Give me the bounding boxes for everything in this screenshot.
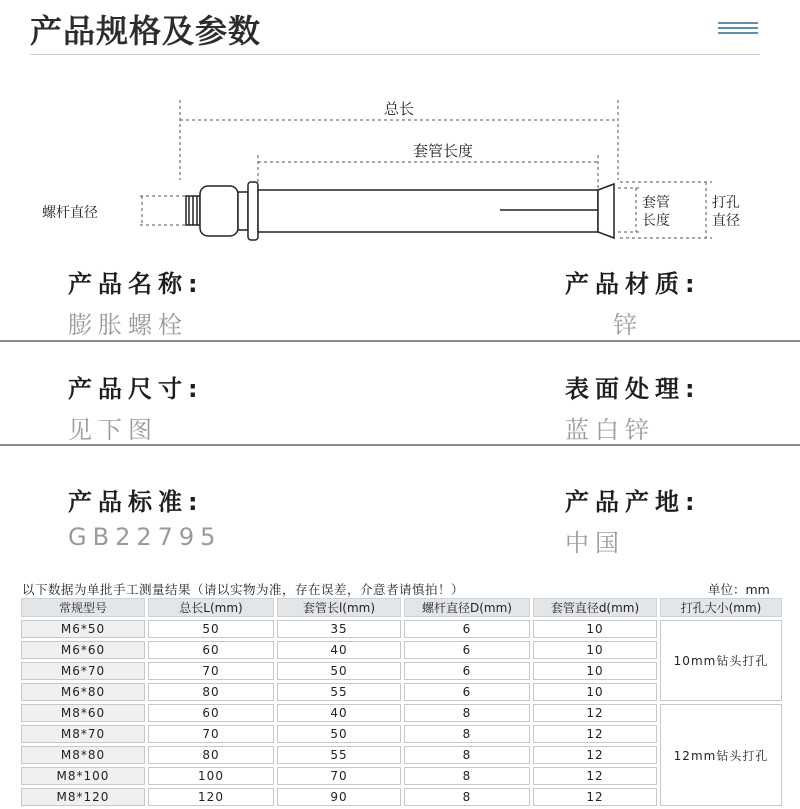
col-header: 总长L(mm) — [148, 598, 274, 617]
cell-model: M8*70 — [21, 725, 145, 743]
flange — [248, 182, 258, 240]
cell-bolt-diameter: 6 — [404, 662, 530, 680]
header-divider — [30, 54, 760, 55]
cell-sleeve-diameter: 12 — [533, 767, 657, 785]
cell-sleeve-length: 50 — [277, 662, 401, 680]
page-title: 产品规格及参数 — [30, 12, 262, 50]
cell-sleeve-length: 90 — [277, 788, 401, 806]
cell-model: M6*80 — [21, 683, 145, 701]
cell-model: M8*60 — [21, 704, 145, 722]
col-header: 套管直径d(mm) — [533, 598, 657, 617]
spec-origin — [565, 482, 701, 558]
table-header-row — [21, 598, 782, 617]
cell-drill-size: 10mm钻头打孔 — [660, 620, 782, 701]
washer — [238, 192, 248, 230]
spec-name — [68, 264, 204, 340]
cell-total-length: 80 — [148, 683, 274, 701]
cell-total-length: 60 — [148, 704, 274, 722]
cone — [598, 184, 614, 238]
cell-sleeve-length: 70 — [277, 767, 401, 785]
cell-total-length: 50 — [148, 620, 274, 638]
spec-material-value: 锌 — [613, 311, 643, 339]
sleeve — [258, 190, 598, 232]
cell-sleeve-diameter: 10 — [533, 620, 657, 638]
spec-name-label: 产品名称: — [68, 270, 204, 298]
cell-bolt-diameter: 8 — [404, 788, 530, 806]
cell-model: M6*60 — [21, 641, 145, 659]
cell-sleeve-diameter: 12 — [533, 704, 657, 722]
cell-bolt-diameter: 8 — [404, 704, 530, 722]
cell-sleeve-length: 50 — [277, 725, 401, 743]
bolt-diameter-label: 螺杆直径 — [42, 205, 98, 221]
menu-icon[interactable] — [718, 22, 758, 36]
cell-total-length: 70 — [148, 725, 274, 743]
cell-model: M8*120 — [21, 788, 145, 806]
cell-bolt-diameter: 6 — [404, 620, 530, 638]
cell-sleeve-diameter: 12 — [533, 725, 657, 743]
header — [0, 0, 800, 55]
spec-origin-label: 产品产地: — [565, 488, 701, 516]
col-header: 常规型号 — [21, 598, 145, 617]
drill-diameter-label-2: 直径 — [712, 213, 740, 229]
nut — [200, 186, 238, 236]
col-header: 打孔大小(mm) — [660, 598, 782, 617]
cell-bolt-diameter: 6 — [404, 683, 530, 701]
drill-diameter-label-1: 打孔 — [712, 195, 740, 211]
divider — [0, 444, 800, 446]
sleeve-diameter-label-2: 长度 — [642, 213, 670, 229]
spec-standard — [68, 482, 221, 551]
spec-size — [68, 369, 204, 445]
cell-total-length: 70 — [148, 662, 274, 680]
cell-bolt-diameter: 8 — [404, 767, 530, 785]
spec-name-value: 膨胀螺栓 — [68, 311, 188, 339]
cell-model: M6*70 — [21, 662, 145, 680]
table-row — [21, 620, 782, 638]
spec-table — [18, 595, 785, 809]
cell-sleeve-diameter: 10 — [533, 641, 657, 659]
cell-drill-size: 12mm钻头打孔 — [660, 704, 782, 806]
cell-sleeve-length: 55 — [277, 683, 401, 701]
spec-standard-label: 产品标准: — [68, 488, 204, 516]
spec-origin-value: 中国 — [565, 529, 625, 557]
cell-bolt-diameter: 8 — [404, 725, 530, 743]
spec-size-value: 见下图 — [68, 416, 158, 444]
col-header: 螺杆直径D(mm) — [404, 598, 530, 617]
cell-model: M8*100 — [21, 767, 145, 785]
total-length-label: 总长 — [383, 100, 415, 118]
cell-sleeve-diameter: 12 — [533, 746, 657, 764]
cell-total-length: 60 — [148, 641, 274, 659]
spec-surface-label: 表面处理: — [565, 375, 701, 403]
cell-sleeve-length: 55 — [277, 746, 401, 764]
spec-material — [565, 264, 701, 340]
cell-sleeve-diameter: 10 — [533, 683, 657, 701]
cell-total-length: 80 — [148, 746, 274, 764]
cell-model: M8*80 — [21, 746, 145, 764]
cell-model: M6*50 — [21, 620, 145, 638]
sleeve-length-label: 套管长度 — [412, 142, 474, 160]
cell-total-length: 100 — [148, 767, 274, 785]
spec-surface-value: 蓝白锌 — [565, 416, 655, 444]
cell-sleeve-length: 40 — [277, 641, 401, 659]
cell-sleeve-length: 40 — [277, 704, 401, 722]
spec-surface — [565, 369, 701, 445]
sleeve-diameter-label-1: 套管 — [642, 195, 670, 211]
spec-material-label: 产品材质: — [565, 270, 701, 298]
cell-sleeve-diameter: 12 — [533, 788, 657, 806]
cell-bolt-diameter: 8 — [404, 746, 530, 764]
table-note: 以下数据为单批手工测量结果（请以实物为准，存在误差，介意者请慎拍！） — [22, 582, 465, 597]
table-unit: 单位：mm — [708, 582, 770, 597]
cell-bolt-diameter: 6 — [404, 641, 530, 659]
table-row — [21, 704, 782, 722]
divider — [0, 340, 800, 342]
spec-standard-value: GB22795 — [68, 523, 222, 551]
cell-sleeve-length: 35 — [277, 620, 401, 638]
col-header: 套管长l(mm) — [277, 598, 401, 617]
cell-sleeve-diameter: 10 — [533, 662, 657, 680]
bolt-diagram — [0, 90, 800, 250]
spec-size-label: 产品尺寸: — [68, 375, 204, 403]
cell-total-length: 120 — [148, 788, 274, 806]
